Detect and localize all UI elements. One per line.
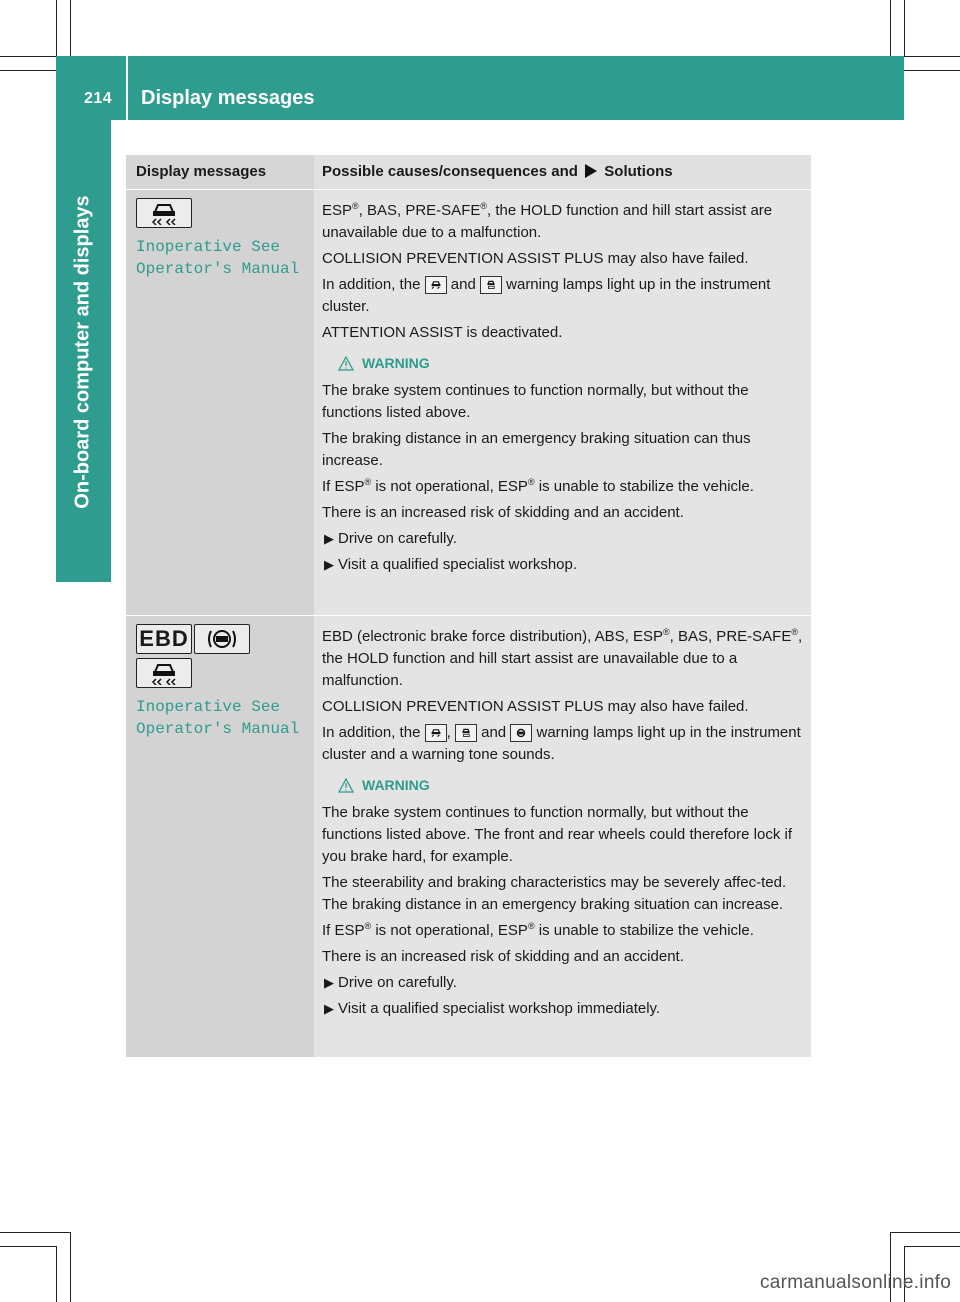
crop-mark: [0, 1246, 56, 1247]
crop-mark: [56, 1246, 57, 1302]
registered-mark: ®: [480, 201, 487, 211]
display-message-text: [136, 236, 314, 280]
text: Drive on carefully.: [338, 974, 457, 991]
paragraph: There is an increased risk of skidding and an accident.: [322, 504, 684, 521]
action-item: [322, 972, 807, 994]
esp-warning-lamp-icon: [425, 724, 447, 742]
ebd-icon: EBD: [136, 624, 192, 654]
text: , the HOLD function and hill start assist are unavailable due to a malfunction.: [322, 202, 773, 241]
text: and: [450, 276, 476, 293]
display-messages-table: [126, 155, 811, 1057]
warning-heading: [338, 774, 807, 796]
registered-mark: ®: [791, 627, 798, 637]
paragraph: [322, 476, 807, 498]
warning-label: WARNING: [362, 355, 430, 371]
crop-mark: [904, 0, 905, 56]
abs-warning-lamp-icon: [510, 724, 532, 742]
table-row: [126, 615, 811, 1057]
registered-mark: ®: [662, 627, 670, 637]
crop-mark: [0, 1232, 70, 1233]
action-arrow-icon: ▶: [324, 531, 334, 546]
text: EBD (electronic brake force distribution), ABS, ESP: [322, 628, 663, 645]
text: ESP: [322, 202, 353, 219]
crop-mark: [70, 1232, 71, 1302]
text: Visit a qualified specialist workshop immediately.: [338, 1000, 661, 1017]
display-line: Operator's Manual: [136, 720, 300, 738]
text: warning lamps light up in the instrument cluster and a warning tone sounds.: [322, 724, 801, 763]
paragraph: The braking distance in an emergency braking situation can thus increase.: [322, 430, 751, 469]
crop-mark: [56, 0, 57, 56]
paragraph: [322, 722, 807, 766]
table-header: [126, 155, 811, 189]
display-message-cell: [126, 190, 314, 615]
text: is unable to stabilize the vehicle.: [534, 922, 754, 939]
text: In addition, the: [322, 276, 421, 293]
column-header-display-messages: Display messages: [126, 155, 314, 189]
esp-skid-icon: [136, 658, 192, 688]
column-header-causes: [314, 155, 811, 189]
text: , BAS, PRE-SAFE: [358, 202, 481, 219]
column-header-causes-text: Possible causes/consequences and: [322, 163, 578, 180]
paragraph: There is an increased risk of skidding and an accident.: [322, 948, 684, 965]
text: If ESP: [322, 478, 365, 495]
action-arrow-icon: ▶: [324, 557, 334, 572]
paragraph: The steerability and braking characteristics may be severely affec-ted. The braking distance in an emergency braking situation can increase.: [322, 874, 787, 913]
text: , BAS, PRE-SAFE: [669, 628, 792, 645]
action-item: [322, 998, 807, 1020]
display-message-cell: [126, 616, 314, 1057]
side-tab-label: On-board computer and displays: [71, 195, 94, 509]
warning-triangle-icon: [338, 778, 354, 793]
registered-mark: ®: [527, 921, 535, 931]
paragraph: ATTENTION ASSIST is deactivated.: [322, 324, 563, 341]
display-line: Operator's Manual: [136, 260, 300, 278]
registered-mark: ®: [364, 477, 372, 487]
paragraph: [322, 920, 807, 942]
paragraph: COLLISION PREVENTION ASSIST PLUS may also have failed.: [322, 250, 749, 267]
text: In addition, the: [322, 724, 421, 741]
crop-mark: [904, 56, 960, 57]
esp-off-lamp-icon: [455, 724, 477, 742]
display-line: Inoperative See: [136, 698, 281, 716]
paragraph: COLLISION PREVENTION ASSIST PLUS may also have failed.: [322, 698, 749, 715]
paragraph: [322, 274, 807, 318]
text: and: [481, 724, 507, 741]
esp-warning-lamp-icon: [425, 276, 447, 294]
registered-mark: ®: [352, 201, 359, 211]
page-number: 214: [84, 90, 113, 107]
action-arrow-icon: ▶: [324, 975, 334, 990]
esp-off-lamp-icon: [480, 276, 502, 294]
esp-skid-icon: [136, 198, 192, 228]
crop-mark: [0, 56, 56, 57]
page-title: Display messages: [141, 87, 315, 109]
paragraph: The brake system continues to function normally, but without the functions listed above.: [322, 382, 749, 421]
text: If ESP: [322, 922, 365, 939]
action-item: [322, 554, 807, 576]
text: , the HOLD function and hill start assist are unavailable due to a malfunction.: [322, 628, 803, 689]
display-message-text: [136, 696, 314, 740]
display-line: Inoperative See: [136, 238, 281, 256]
play-arrow-icon: [585, 164, 597, 182]
paragraph: The brake system continues to function normally, but without the functions listed above. The front and rear wheels could therefore lock if you brake hard, for example.: [322, 804, 792, 865]
causes-cell: [314, 190, 811, 615]
registered-mark: ®: [364, 921, 372, 931]
text: Drive on carefully.: [338, 530, 457, 547]
text: is not operational, ESP: [371, 478, 528, 495]
abs-icon: [194, 624, 250, 654]
action-item: [322, 528, 807, 550]
causes-cell: [314, 616, 811, 1057]
text: is unable to stabilize the vehicle.: [534, 478, 754, 495]
paragraph: [322, 200, 807, 244]
registered-mark: ®: [527, 477, 535, 487]
header-divider: [126, 56, 128, 120]
table-row: [126, 189, 811, 615]
crop-mark: [904, 1246, 960, 1247]
watermark-url: carmanualsonline.info: [760, 1272, 952, 1293]
warning-label: WARNING: [362, 777, 430, 793]
column-header-solutions-text: Solutions: [604, 163, 673, 180]
text: is not operational, ESP: [371, 922, 528, 939]
warning-triangle-icon: [338, 356, 354, 371]
paragraph: [322, 626, 807, 692]
text: ,: [446, 724, 451, 741]
warning-heading: [338, 352, 807, 374]
text: warning lamps light up in the instrument cluster.: [322, 276, 771, 315]
action-arrow-icon: ▶: [324, 1001, 334, 1016]
text: Visit a qualified specialist workshop.: [338, 556, 578, 573]
crop-mark: [890, 1232, 960, 1233]
